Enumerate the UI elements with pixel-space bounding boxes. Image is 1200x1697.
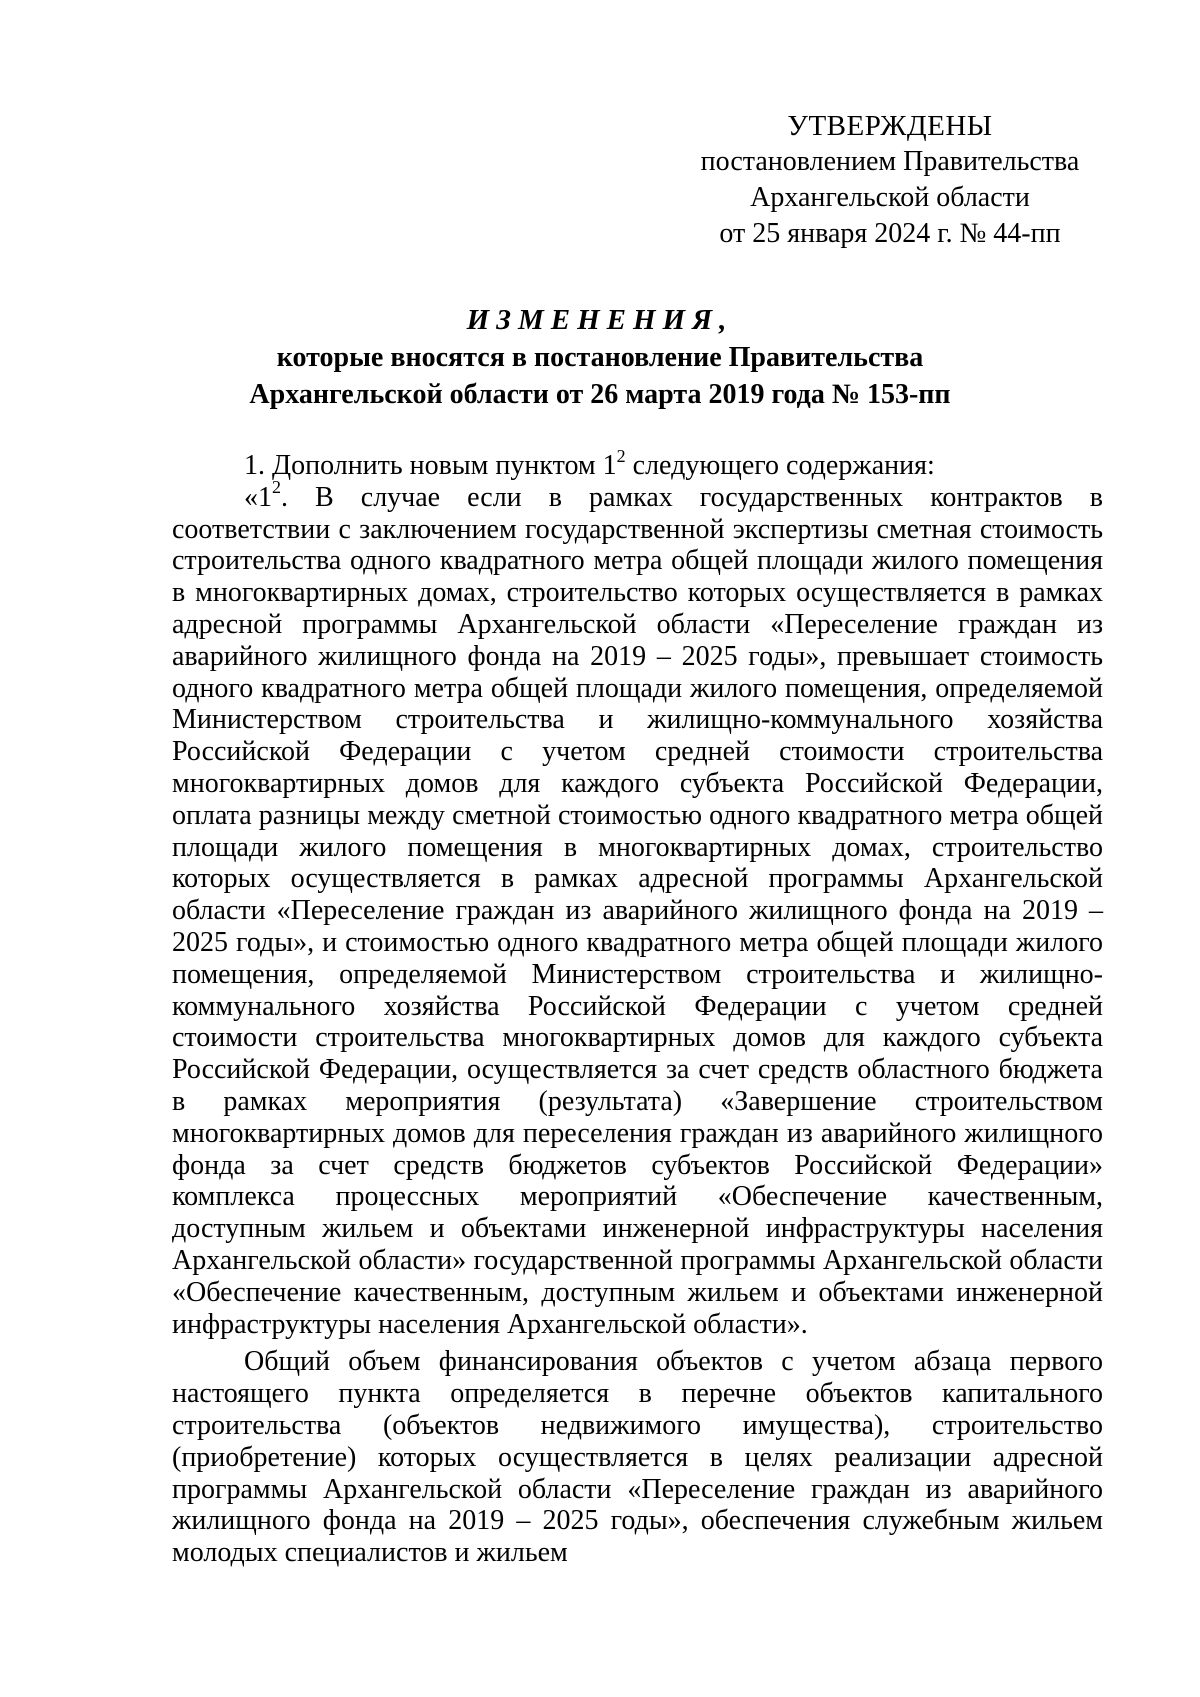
title-line-1: которые вносятся в постановление Правительства (276, 342, 924, 373)
paragraph-2-text: . В случае если в рамках государственных контрактов в соответствии с заключением государственной экспертизы сметная стоимость строительства одного квадратного метра общей площади жилого помещения в многоквартирных домах, строительство которых осуществляется в рамках адресной программы Архангельской области «Переселение граждан из аварийного жилищного фонда на 2019 – 2025 годы», превышает стоимость одного квадратного метра общей площади жилого помещения, определяемой Министерством строительства и жилищно-коммунального хозяйства Российской Федерации с учетом средней стоимости строительства многоквартирных домов для каждого субъекта Российской Федерации, оплата разницы между сметной стоимостью одного квадратного метра общей площади жилого помещения в многоквартирных домах, строительство которых осуществляется в рамках адресной программы Архангельской области «Переселение граждан из аварийного жилищного фонда на 2019 – 2025 годы», и стоимостью одного квадратного метра общей площади жилого помещения, определяемой Министерством строительства и жилищно-коммунального хозяйства Российской Федерации с учетом средней стоимости строительства многоквартирных домов для каждого субъекта Российской Федерации, осуществляется за счет средств областного бюджета в рамках мероприятия (результата) «Завершение строительством многоквартирных домов для переселения граждан из аварийного жилищного фонда за счет средств бюджетов субъектов Российской Федерации» комплекса процессных мероприятий «Обеспечение качественным, доступным жильем и объектами инженерной инфраструктуры населения Архангельской области» государственной программы Архангельской области «Обеспечение качественным, доступным жильем и объектами инженерной инфраструктуры населения Архангельской области». (172, 481, 1103, 1340)
approval-line-resolution: постановлением Правительства (700, 146, 1080, 177)
approval-heading: УТВЕРЖДЕНЫ (787, 110, 993, 142)
title-line-2: Архангельской области от 26 марта 2019 года № 153-пп (249, 379, 951, 410)
paragraph-1-text-end: следующего содержания: (625, 450, 935, 481)
paragraph-2-superscript: 2 (272, 477, 281, 498)
title-heading: ИЗМЕНЕНИЯ, (466, 304, 734, 336)
paragraph-1 (172, 445, 1103, 482)
paragraph-1-text: 1. Дополнить новым пунктом 1 (244, 450, 617, 481)
paragraph-3: Общий объем финансирования объектов с учетом абзаца первого настоящего пункта определяется в перечне объектов капитального строительства (объектов недвижимого имущества), строительство (приобретение) которых осуществляется в целях реализации адресной программы Архангельской области «Переселение граждан из аварийного жилищного фонда на 2019 – 2025 годы», обеспечения служебным жильем молодых специалистов и жильем (172, 1346, 1103, 1569)
paragraph-2-quote-start: «1 (244, 481, 272, 513)
approval-line-region: Архангельской области (750, 182, 1030, 213)
paragraph-1-superscript: 2 (616, 445, 626, 466)
approval-stamp-block (690, 108, 1090, 252)
paragraph-2 (172, 477, 1103, 1341)
document-title (140, 302, 1060, 413)
approval-line-date: от 25 января 2024 г. № 44-пп (719, 218, 1061, 249)
document-body (172, 445, 1103, 1569)
